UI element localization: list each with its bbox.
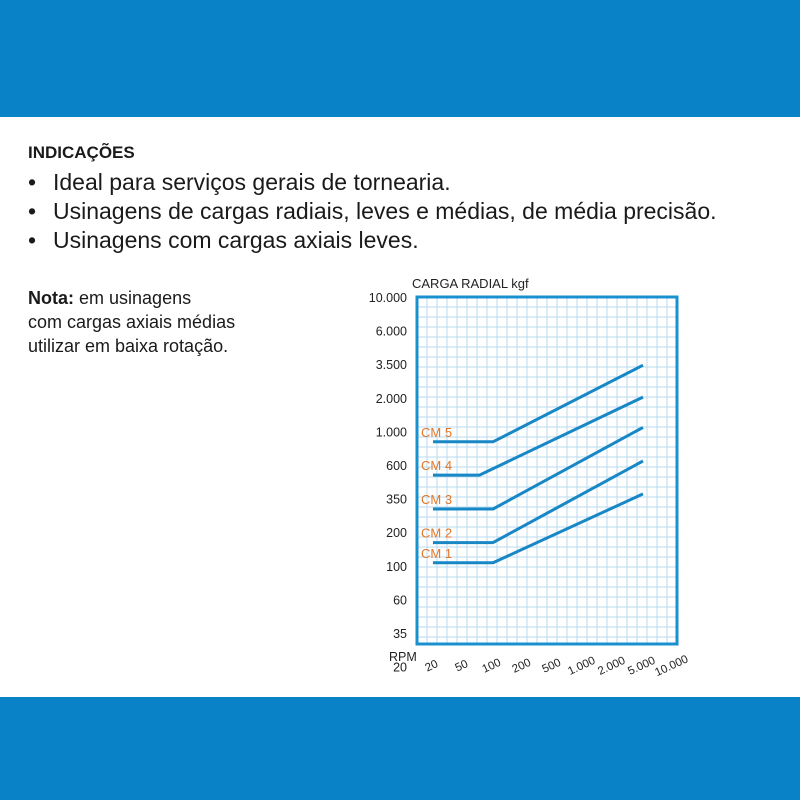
list-item: [28, 197, 717, 226]
top-banner: [0, 0, 800, 117]
list-item-text: Usinagens com cargas axiais leves.: [53, 227, 419, 253]
note: [28, 286, 298, 358]
x-tick-label: 10.000: [653, 653, 691, 680]
x-axis-label: RPM: [389, 650, 417, 664]
chart-svg: [355, 270, 691, 690]
y-tick-label: 10.000: [368, 291, 407, 305]
bullet-icon: •: [28, 198, 37, 224]
x-tick-label: 100: [480, 656, 503, 676]
y-tick-label: 35: [393, 627, 407, 641]
indications-list: [28, 168, 717, 255]
bottom-banner: [0, 697, 800, 800]
y-tick-label: 100: [386, 559, 407, 574]
y-tick-label: 3.500: [375, 358, 407, 373]
y-tick-label: 200: [386, 526, 407, 541]
series-line: [433, 397, 643, 475]
series-label: CM 4: [421, 458, 453, 474]
series-label: CM 1: [421, 545, 453, 561]
y-tick-label: 60: [393, 593, 407, 608]
y-tick-label: 1.000: [375, 425, 407, 440]
list-item: [28, 226, 717, 255]
bullet-icon: •: [28, 169, 37, 195]
list-item-text: Usinagens de cargas radiais, leves e médias, de média precisão.: [53, 198, 717, 224]
y-tick-label: 6.000: [375, 324, 407, 339]
x-tick-label: 5.000: [626, 654, 658, 678]
y-tick-label: 600: [386, 459, 407, 473]
bullet-icon: •: [28, 227, 37, 253]
radial-load-chart: [355, 270, 691, 690]
x-tick-label: 2.000: [596, 654, 628, 678]
series-line: [433, 461, 643, 543]
y-tick-label: 350: [386, 492, 407, 507]
y-tick-label: 2.000: [375, 391, 407, 406]
note-line: com cargas axiais médias: [28, 312, 236, 332]
chart-title: CARGA RADIAL kgf: [412, 276, 529, 291]
x-tick-label: 1.000: [566, 654, 598, 678]
x-tick-label: 200: [510, 656, 533, 676]
note-line: utilizar em baixa rotação.: [28, 336, 229, 356]
series-label: CM 2: [421, 525, 453, 541]
x-tick-label: 50: [453, 658, 471, 675]
list-item-text: Ideal para serviços gerais de tornearia.: [53, 169, 451, 195]
x-tick-label: 20: [423, 658, 441, 675]
note-line: em usinagens: [79, 288, 192, 308]
list-item: [28, 168, 717, 197]
indications-heading: INDICAÇÕES: [28, 143, 135, 162]
note-label: Nota:: [28, 288, 74, 308]
series-label: CM 3: [421, 492, 453, 508]
series-line: [433, 494, 643, 563]
y-tick-label: 20: [393, 660, 407, 675]
x-tick-label: 500: [540, 656, 563, 676]
series-label: CM 5: [421, 424, 453, 440]
